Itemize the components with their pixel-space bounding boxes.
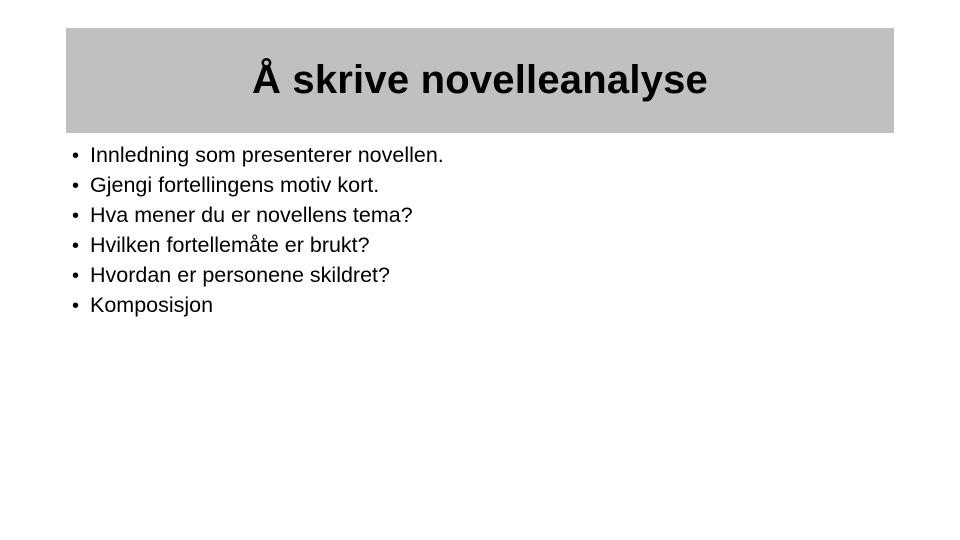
bullet-item <box>72 293 444 323</box>
bullet-item <box>72 233 444 263</box>
bullet-icon: • <box>72 175 80 197</box>
bullet-item <box>72 203 444 233</box>
bullet-text: Hva mener du er novellens tema? <box>90 203 413 227</box>
bullet-icon: • <box>72 295 80 317</box>
bullet-text: Hvilken fortellemåte er brukt? <box>90 233 370 257</box>
bullet-icon: • <box>72 235 80 257</box>
bullet-text: Hvordan er personene skildret? <box>90 263 390 287</box>
bullet-icon: • <box>72 205 80 227</box>
bullet-list <box>72 143 444 323</box>
bullet-item <box>72 143 444 173</box>
bullet-item <box>72 173 444 203</box>
bullet-item <box>72 263 444 293</box>
bullet-icon: • <box>72 265 80 287</box>
title-bar <box>66 28 894 133</box>
bullet-text: Komposisjon <box>90 293 214 317</box>
bullet-icon: • <box>72 145 80 167</box>
slide-title: Å skrive novelleanalyse <box>252 58 708 102</box>
bullet-text: Innledning som presenterer novellen. <box>90 143 444 167</box>
bullet-text: Gjengi fortellingens motiv kort. <box>90 173 380 197</box>
